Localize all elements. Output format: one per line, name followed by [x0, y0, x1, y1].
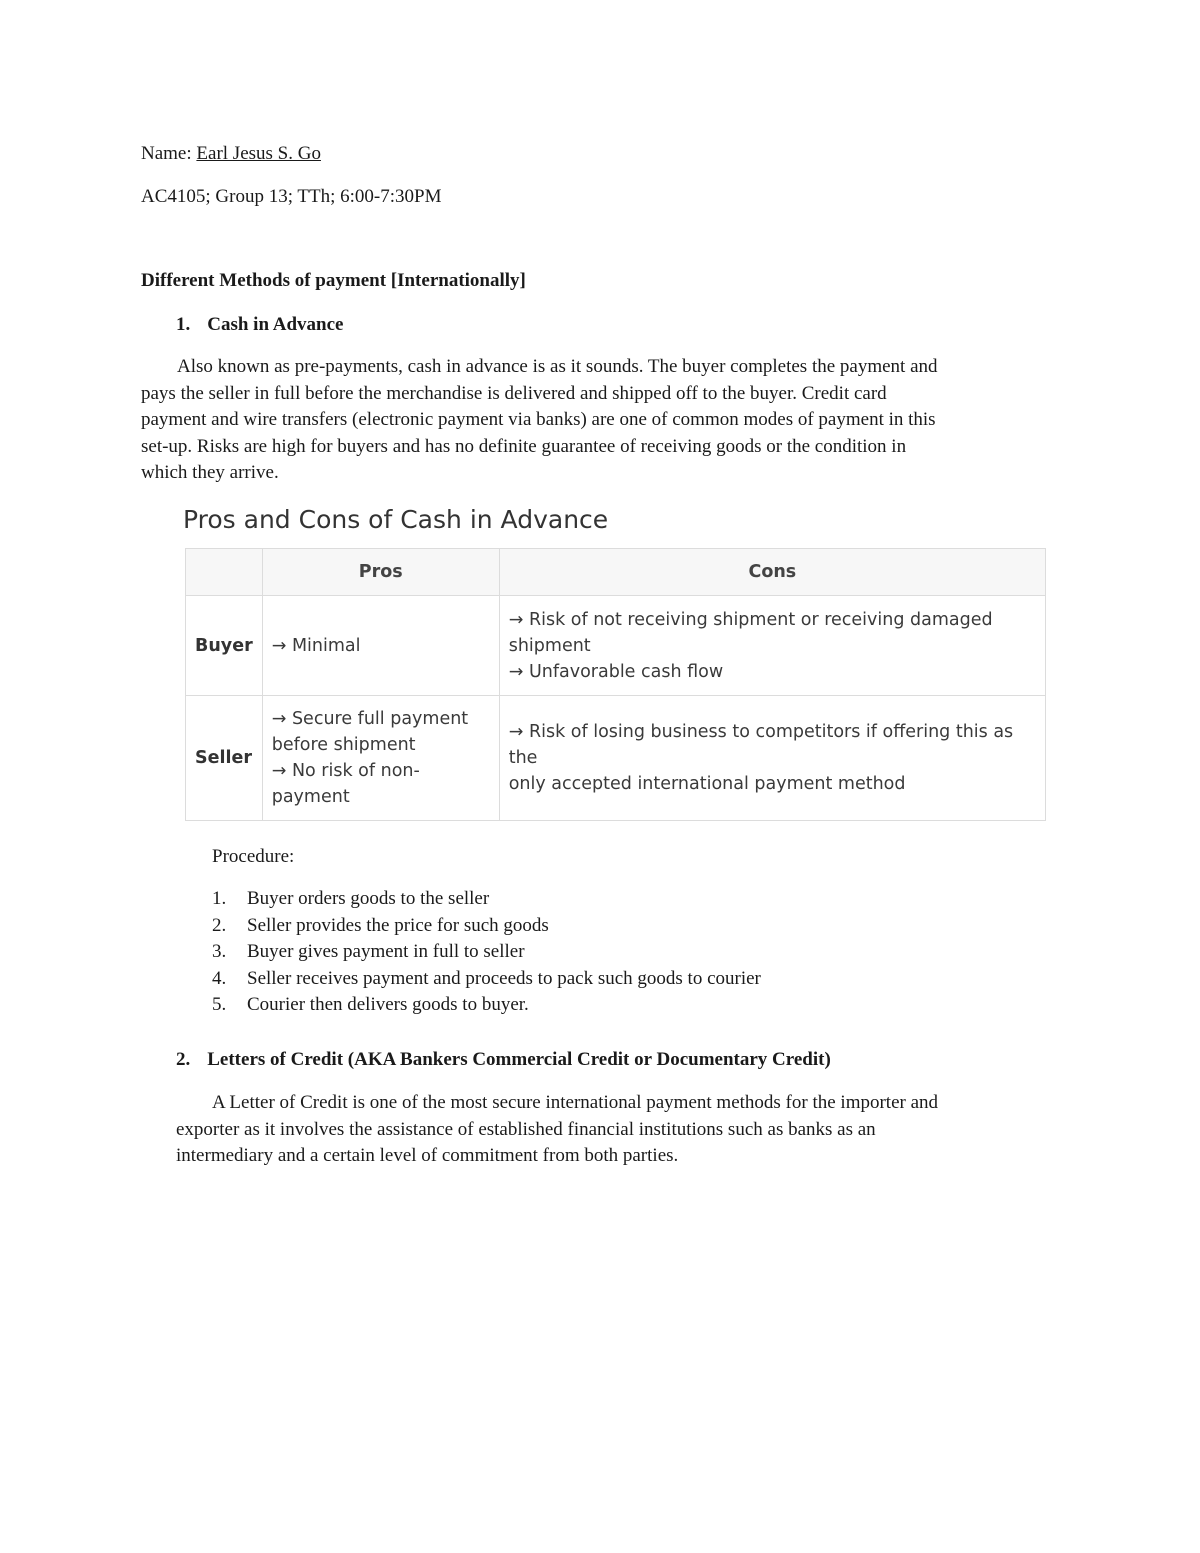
item1-number: 1.	[176, 314, 191, 335]
student-name: Earl Jesus S. Go	[196, 143, 321, 164]
paragraph-line: intermediary and a certain level of commitment from both parties.	[176, 1145, 679, 1167]
name-label: Name:	[141, 143, 197, 164]
step-text: Buyer gives payment in full to seller	[247, 941, 525, 963]
student-name-line	[141, 141, 321, 168]
step-text: Buyer orders goods to the seller	[247, 888, 490, 909]
buyer-cons-cell	[499, 596, 1045, 696]
cons-column-header: Cons	[499, 549, 1045, 596]
seller-cons-cell	[499, 696, 1045, 821]
pros-cons-title: Pros and Cons of Cash in Advance	[183, 505, 609, 534]
row-label-seller: Seller	[186, 696, 263, 821]
paragraph-line: exporter as it involves the assistance of established financial institutions such as banks as an	[176, 1118, 876, 1140]
table-corner-cell	[186, 549, 263, 596]
row-label-buyer: Buyer	[186, 596, 263, 696]
procedure-step	[212, 992, 761, 1019]
paragraph-line: Also known as pre-payments, cash in advance is as it sounds. The buyer completes the payment and	[177, 356, 938, 377]
course-info-line: AC4105; Group 13; TTh; 6:00-7:30PM	[141, 186, 442, 207]
item2-number: 2.	[176, 1049, 191, 1070]
item1-title: Cash in Advance	[207, 314, 344, 335]
cell-line: before shipment	[271, 735, 416, 755]
buyer-pros-cell	[262, 596, 499, 696]
cell-line: → Risk of not receiving shipment or receiving damaged	[508, 609, 993, 630]
seller-pros-cell	[262, 696, 499, 821]
step-text: Seller receives payment and proceeds to pack such goods to courier	[247, 967, 761, 989]
step-number: 3.	[212, 941, 227, 963]
cell-line: → Secure full payment	[271, 709, 469, 729]
procedure-step	[212, 886, 761, 913]
section-title: Different Methods of payment [Internationally]	[141, 270, 526, 291]
procedure-step	[212, 939, 761, 966]
cell-line: → Unfavorable cash flow	[508, 661, 724, 682]
table-row-seller	[186, 696, 1046, 821]
paragraph-line: A Letter of Credit is one of the most secure international payment methods for the importer and	[212, 1092, 939, 1113]
item2-title: Letters of Credit (AKA Bankers Commercial Credit or Documentary Credit)	[207, 1049, 831, 1070]
paragraph-line: set-up. Risks are high for buyers and has no definite guarantee of receiving goods or the condition in	[141, 435, 907, 457]
step-number: 5.	[212, 994, 227, 1016]
paragraph-line: which they arrive.	[141, 462, 279, 484]
cell-line: → No risk of non-	[271, 761, 420, 781]
cell-line: only accepted international payment method	[508, 774, 906, 794]
step-number: 2.	[212, 914, 227, 936]
cell-line: → Minimal	[271, 635, 361, 656]
pros-cons-table	[185, 548, 1046, 821]
procedure-label: Procedure:	[212, 846, 295, 867]
procedure-step	[212, 913, 761, 940]
table-row-buyer	[186, 596, 1046, 696]
step-number: 1.	[212, 888, 227, 909]
step-text: Courier then delivers goods to buyer.	[247, 994, 529, 1016]
paragraph-line: payment and wire transfers (electronic payment via banks) are one of common modes of payment in this	[141, 409, 936, 431]
step-text: Seller provides the price for such goods	[247, 914, 549, 936]
item2-paragraph	[176, 1090, 938, 1170]
step-number: 4.	[212, 967, 227, 989]
cell-line: payment	[271, 787, 350, 807]
pros-column-header: Pros	[262, 549, 499, 596]
cell-line: shipment	[508, 635, 591, 656]
cell-line: → Risk of losing business to competitors if offering this as the	[508, 722, 1014, 768]
paragraph-line: pays the seller in full before the merchandise is delivered and shipped off to the buyer. Credit card	[141, 382, 887, 404]
item1-heading	[176, 312, 343, 339]
procedure-list	[212, 886, 761, 1019]
item2-heading	[176, 1047, 831, 1074]
item1-paragraph	[141, 354, 938, 487]
procedure-step	[212, 966, 761, 993]
